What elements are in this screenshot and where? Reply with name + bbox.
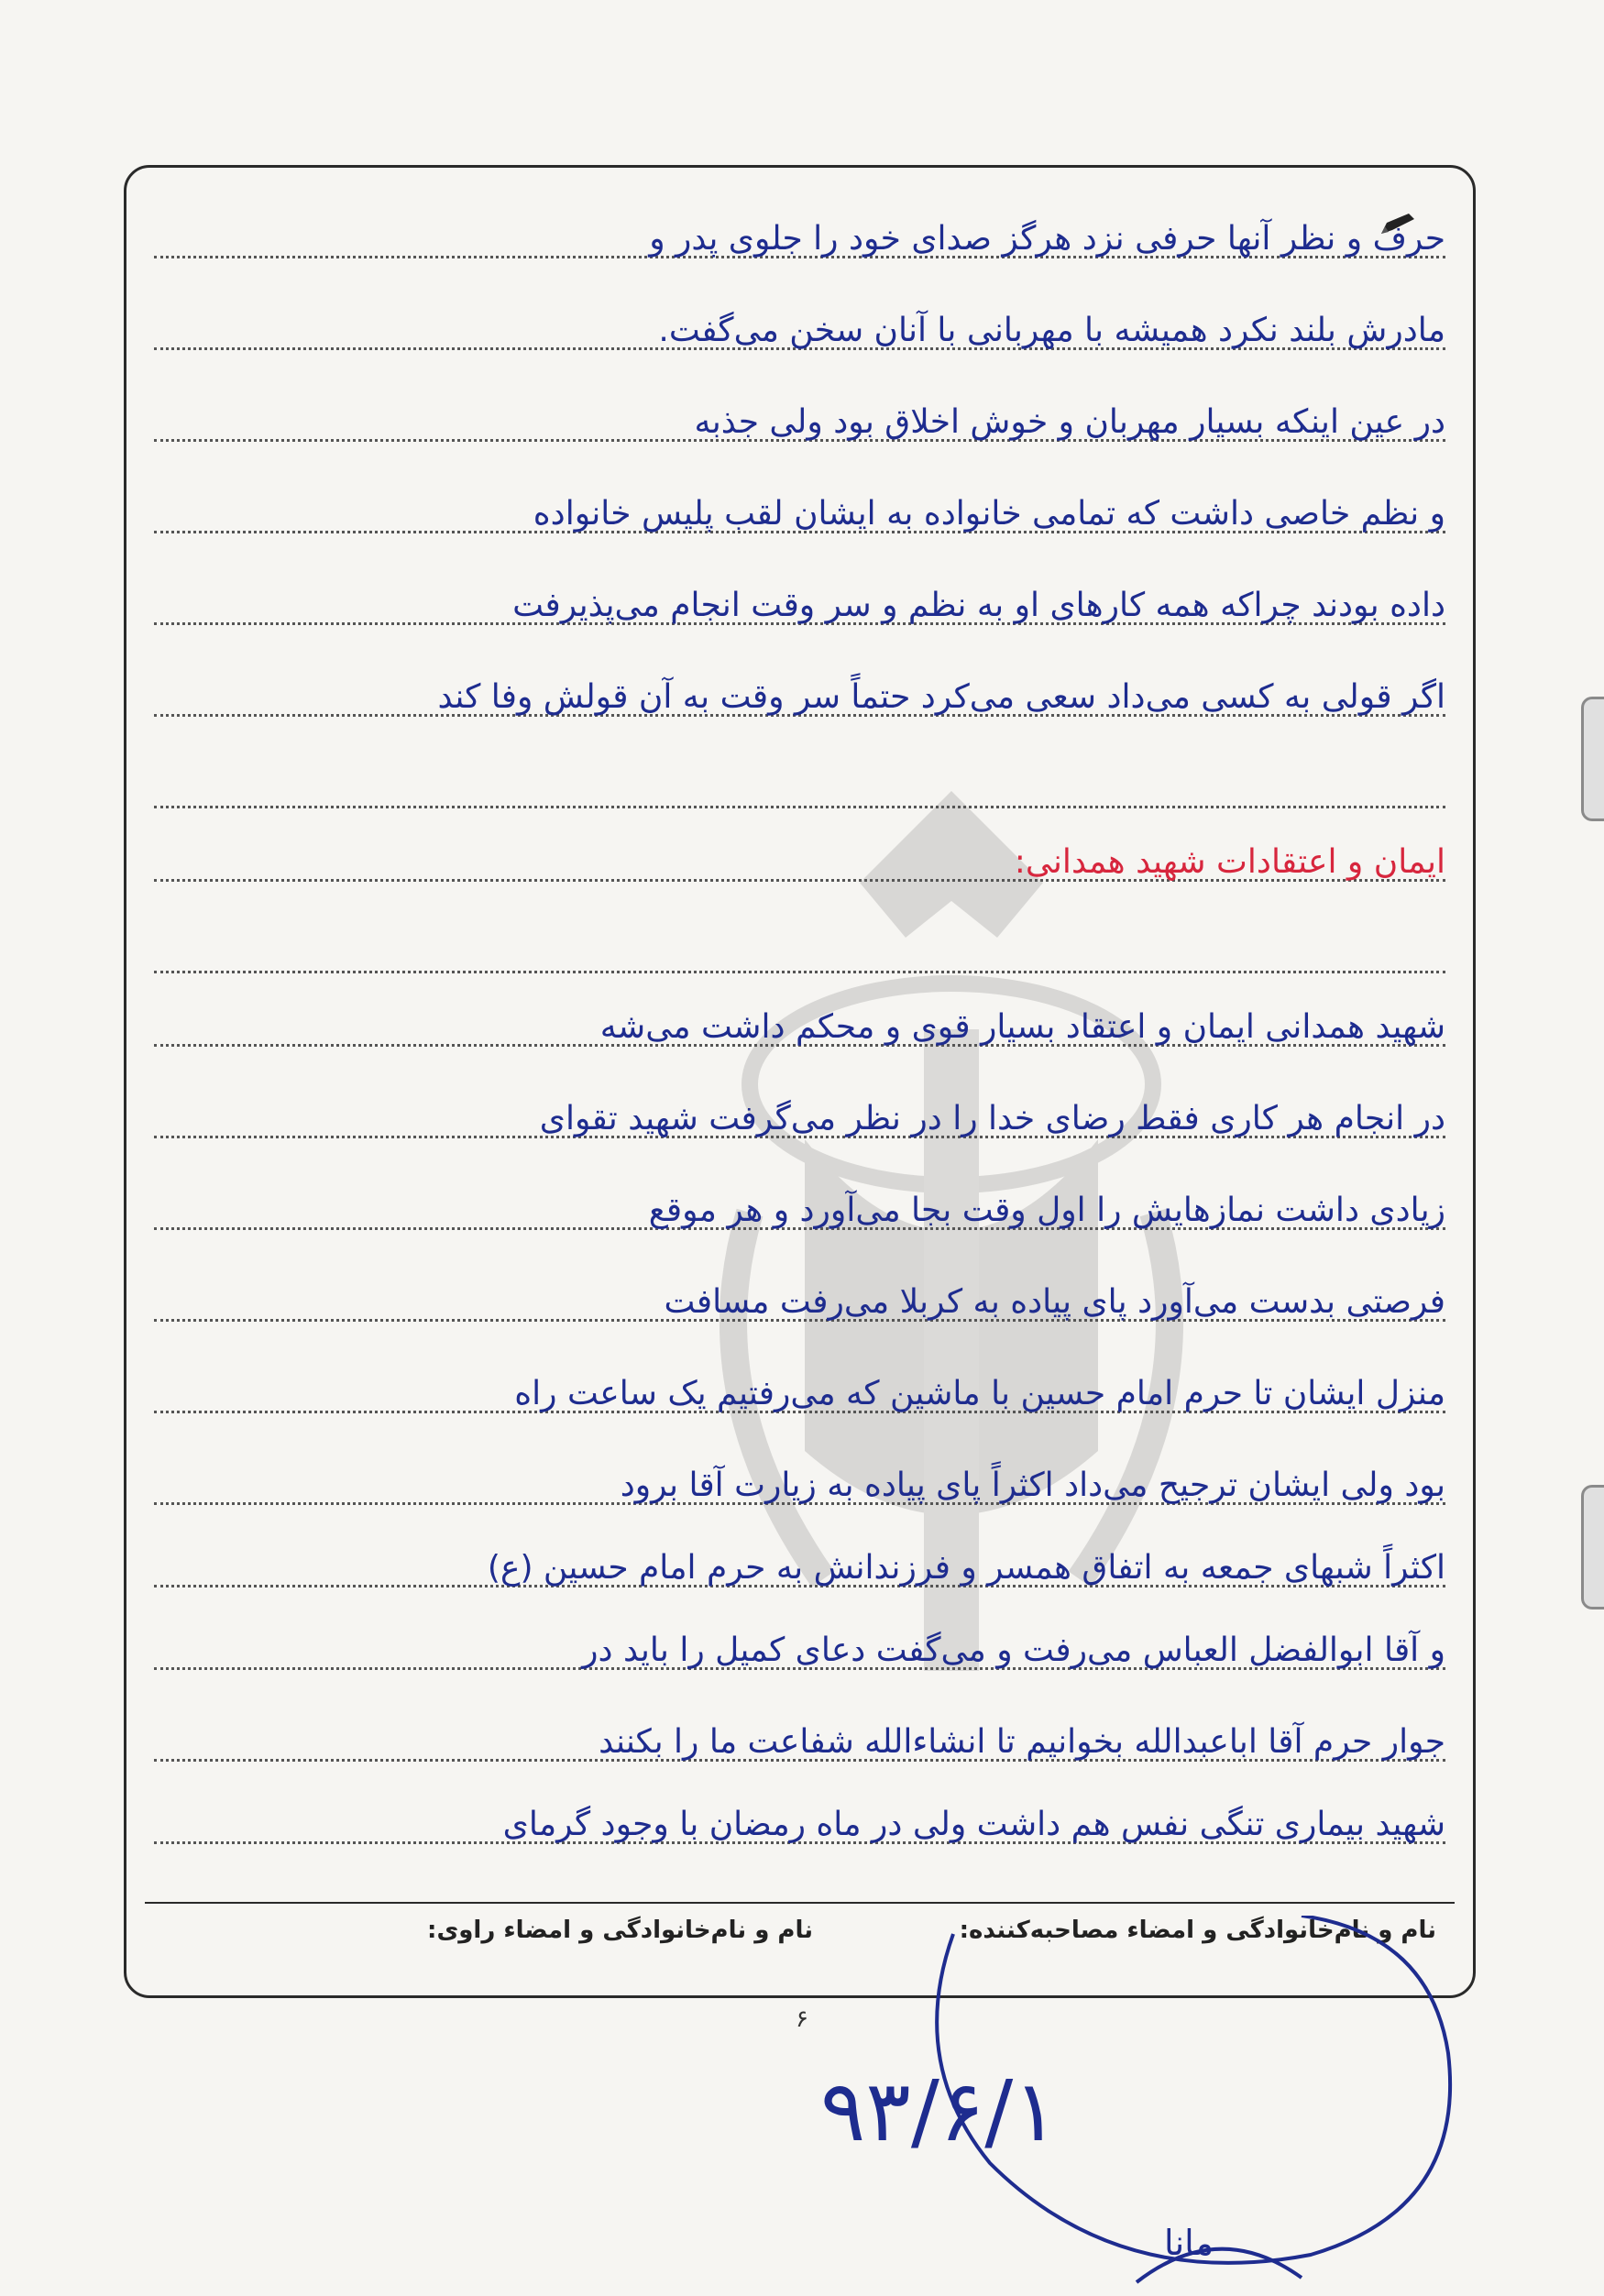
handwritten-line: فرصتی بدست می‌آورد پای پیاده به کربلا می‌رفت مسافت	[154, 1286, 1445, 1322]
page-number: ۶	[796, 2005, 808, 2033]
handwritten-line: اکثراً شبهای جمعه به اتفاق همسر و فرزندانش به حرم امام حسین (ع)	[154, 1552, 1445, 1587]
handwritten-line: شهید همدانی ایمان و اعتقاد بسیار قوی و محکم داشت می‌شه	[154, 1011, 1445, 1047]
interviewer-signature-label: نام و نام‌خانوادگی و امضاء مصاحبه‌کننده:	[959, 1917, 1436, 1944]
narrator-signature-label: نام و نام‌خانوادگی و امضاء راوی:	[427, 1917, 813, 1944]
handwritten-line: بود ولی ایشان ترجیح می‌داد اکثراً پای پیاده به زیارت آقا برود	[154, 1469, 1445, 1505]
handwritten-line: در عین اینکه بسیار مهربان و خوش اخلاق بود ولی جذبه	[154, 406, 1445, 442]
handwritten-line: جوار حرم آقا اباعبدالله بخوانیم تا انشاءالله شفاعت ما را بکنند	[154, 1726, 1445, 1762]
handwritten-line	[154, 938, 1445, 973]
handwritten-line: شهید بیماری تنگی نفس هم داشت ولی در ماه رمضان با وجود گرمای	[154, 1808, 1445, 1844]
handwritten-line: در انجام هر کاری فقط رضای خدا را در نظر می‌گرفت شهید تقوای	[154, 1103, 1445, 1138]
handwritten-date: ۹۳/۶/۱	[820, 2062, 1059, 2160]
binder-clip	[1581, 697, 1604, 821]
handwritten-line	[154, 773, 1445, 808]
section-heading: ایمان و اعتقادات شهید همدانی:	[154, 846, 1445, 882]
handwritten-line: اگر قولی به کسی می‌داد سعی می‌کرد حتماً سر وقت به آن قولش وفا کند	[154, 681, 1445, 717]
notebook-page-frame	[124, 165, 1476, 1998]
handwritten-line: حرف و نظر آنها حرفی نزد هرگز صدای خود را جلوی پدر و	[154, 223, 1445, 258]
handwritten-line: و آقا ابوالفضل العباس می‌رفت و می‌گفت دعای کمیل را باید در	[154, 1634, 1445, 1670]
handwritten-name: مانا	[1164, 2223, 1214, 2263]
handwritten-line: زیادی داشت نمازهایش را اول وقت بجا می‌آورد و هر موقع	[154, 1194, 1445, 1230]
handwritten-line: مادرش بلند نکرد همیشه با مهربانی با آنان سخن می‌گفت.	[154, 314, 1445, 350]
binder-clip	[1581, 1485, 1604, 1609]
handwritten-line: و نظم خاصی داشت که تمامی خانواده به ایشان لقب پلیس خانواده	[154, 498, 1445, 533]
ruled-lines-area	[154, 168, 1445, 1995]
handwritten-line: منزل ایشان تا حرم امام حسین با ماشین که می‌رفتیم یک ساعت راه	[154, 1378, 1445, 1413]
handwritten-line: داده بودند چراکه همه کارهای او به نظم و سر وقت انجام می‌پذیرفت	[154, 589, 1445, 625]
